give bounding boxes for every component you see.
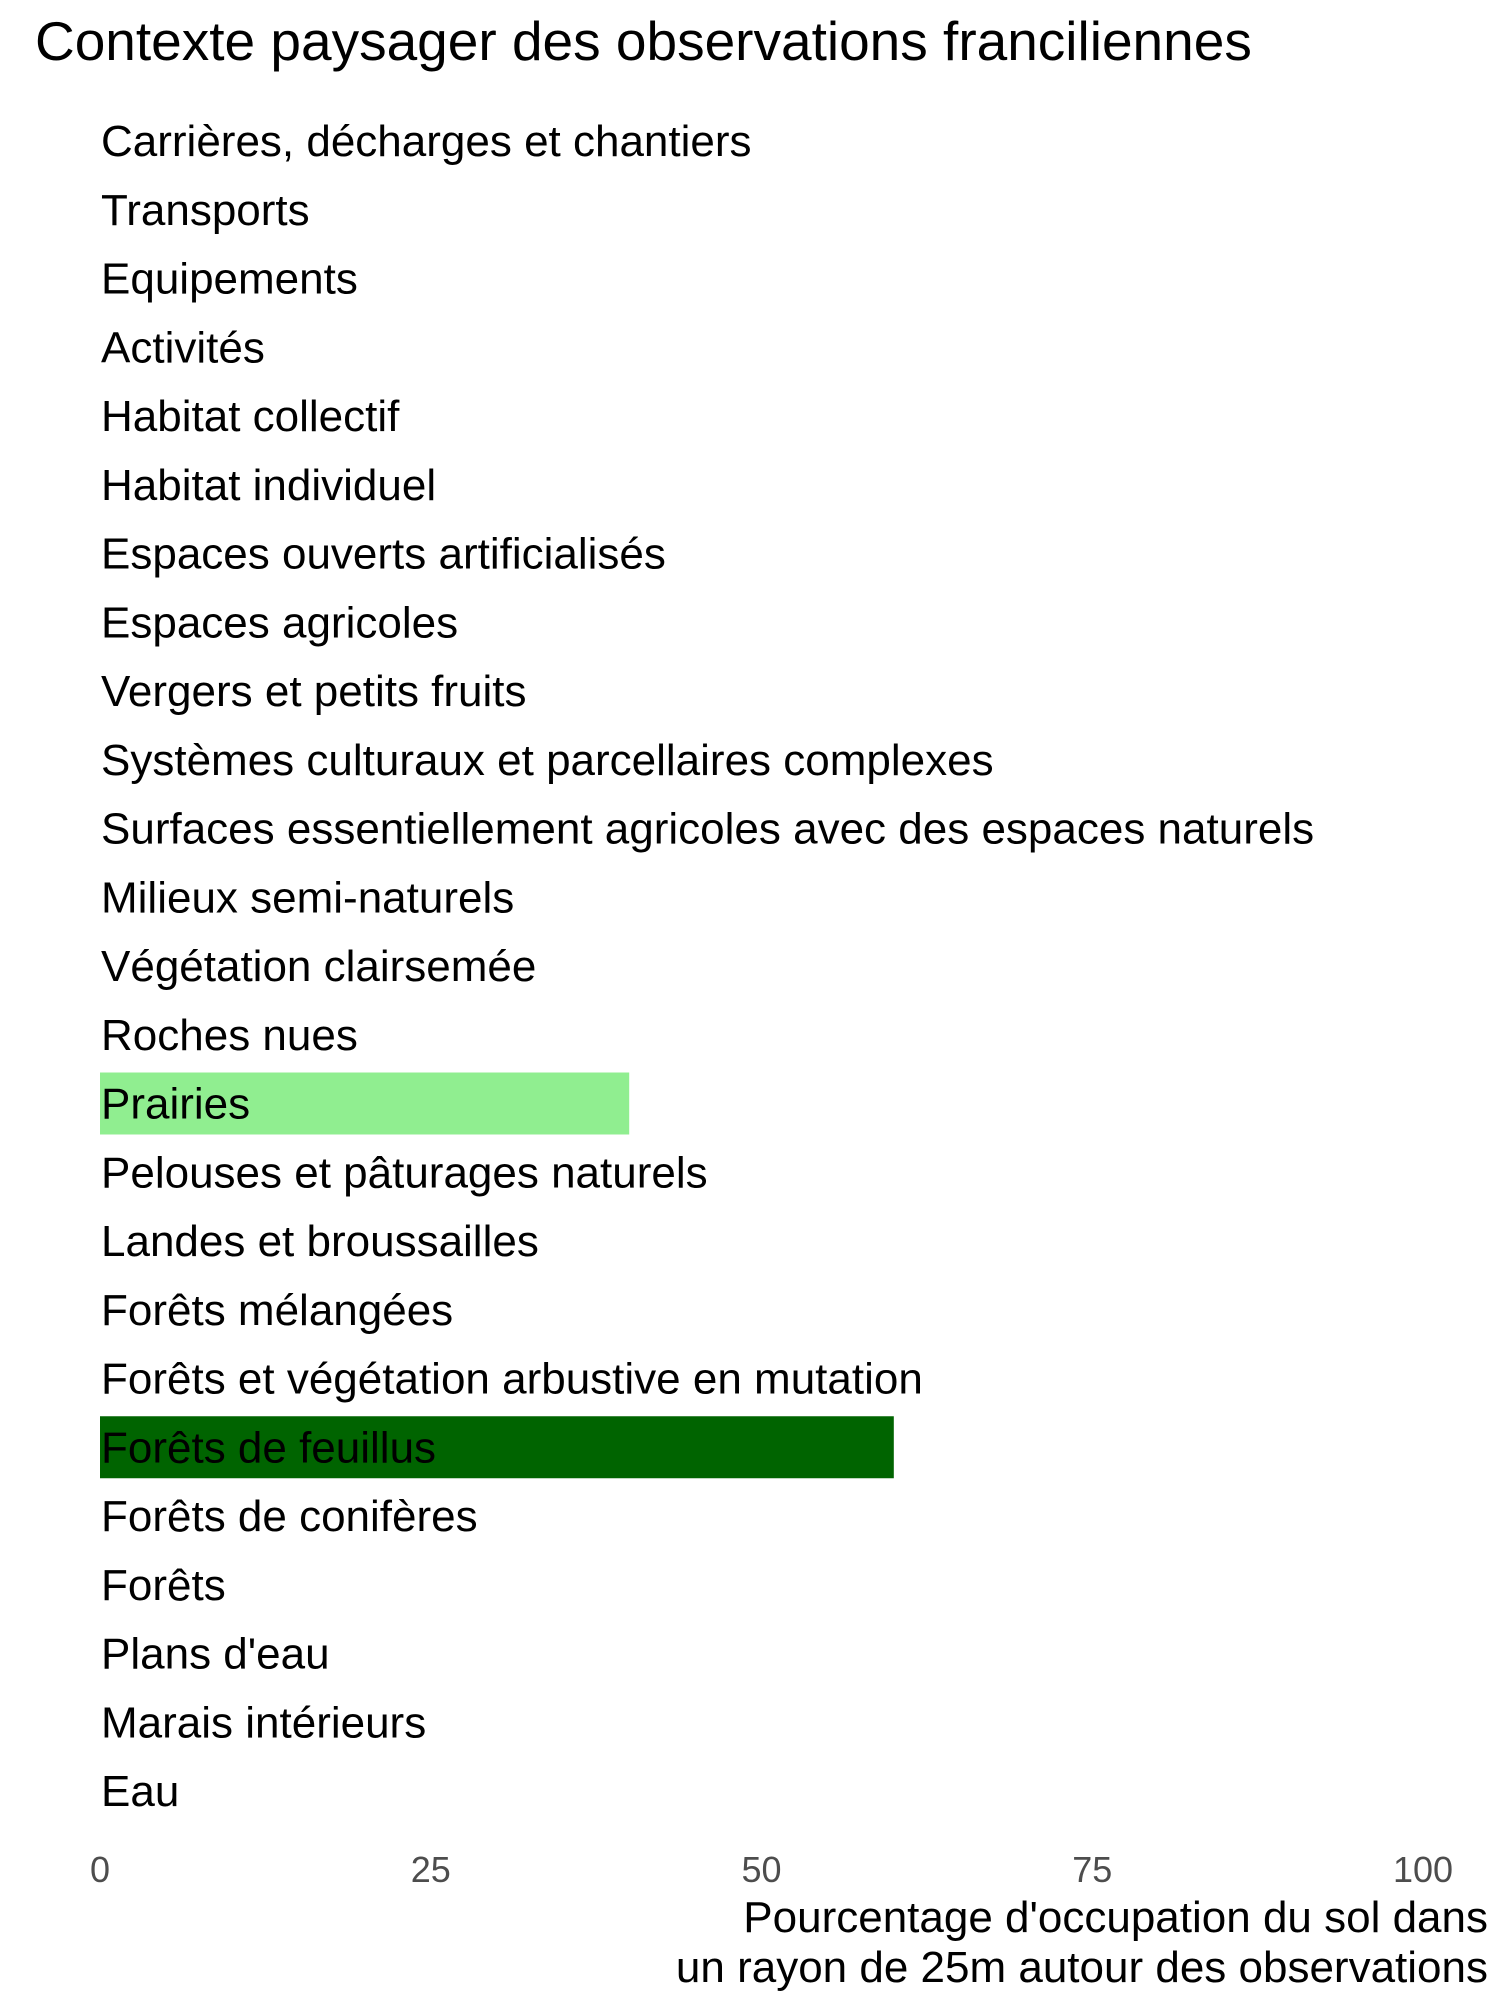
x-tick-label: 100 — [1392, 1849, 1454, 1890]
category-label: Prairies — [101, 1079, 251, 1129]
category-label: Plans d'eau — [101, 1629, 330, 1679]
category-label: Surfaces essentiellement agricoles avec des espaces naturels — [101, 804, 1315, 854]
category-label: Roches nues — [101, 1010, 358, 1060]
category-label: Carrières, décharges et chantiers — [101, 117, 752, 166]
category-label: Habitat collectif — [101, 392, 400, 441]
category-label: Eau — [101, 1767, 180, 1816]
category-label: Pelouses et pâturages naturels — [101, 1148, 708, 1198]
category-label: Marais intérieurs — [101, 1698, 427, 1748]
x-axis-title-line-1: Pourcentage d'occupation du sol dans — [743, 1893, 1488, 1942]
category-label: Habitat individuel — [101, 460, 437, 510]
x-axis-title-line-2: un rayon de 25m autour des observations — [675, 1943, 1488, 1992]
category-label: Equipements — [101, 254, 358, 304]
x-axis-ticks — [90, 1849, 1453, 1890]
x-tick-label: 75 — [1072, 1849, 1113, 1890]
category-label: Landes et broussailles — [101, 1217, 539, 1266]
x-tick-label: 50 — [741, 1849, 782, 1890]
bars-layer — [100, 1073, 894, 1479]
category-label: Activités — [101, 323, 265, 373]
category-label: Forêts mélangées — [101, 1285, 454, 1335]
category-label: Espaces agricoles — [101, 598, 459, 648]
category-label: Transports — [101, 185, 310, 235]
category-label: Forêts — [101, 1560, 226, 1610]
x-tick-label: 0 — [89, 1849, 111, 1890]
category-label: Espaces ouverts artificialisés — [101, 529, 666, 579]
category-label: Milieux semi-naturels — [101, 873, 515, 923]
category-label: Forêts de conifères — [101, 1492, 478, 1541]
category-label: Systèmes culturaux et parcellaires complexes — [101, 735, 994, 785]
category-label: Forêts et végétation arbustive en mutation — [101, 1354, 923, 1404]
category-label: Vergers et petits fruits — [101, 667, 527, 716]
chart-title: Contexte paysager des observations franciliennes — [35, 10, 1252, 72]
category-label: Forêts de feuillus — [101, 1423, 437, 1473]
category-label: Végétation clairsemée — [101, 942, 537, 991]
category-labels — [101, 117, 1314, 1816]
x-tick-label: 25 — [410, 1849, 451, 1890]
